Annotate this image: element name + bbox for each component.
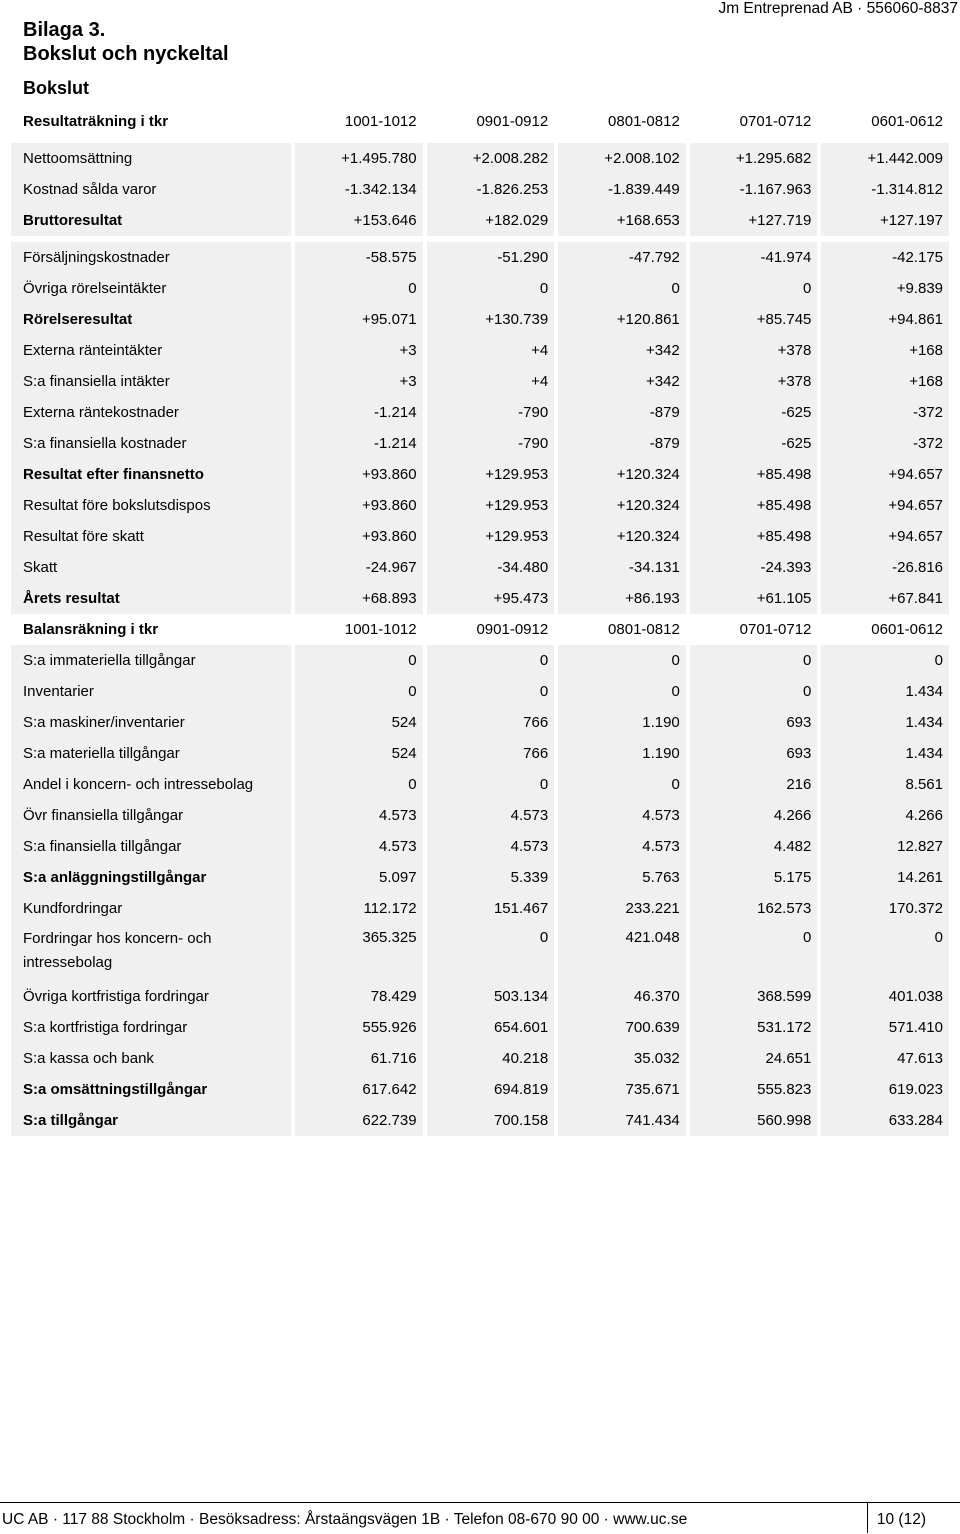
cell-value: 0 [554,645,686,676]
cell-value: -372 [817,428,949,459]
table-row [11,707,949,738]
cell-value: 8.561 [817,769,949,800]
cell-value: -1.342.134 [291,174,423,205]
cell-value: 162.573 [686,893,818,924]
cell-value: 4.266 [686,800,818,831]
period-header: 0901-0912 [476,113,549,130]
cell-value: 0 [686,676,818,707]
cell-value: +1.495.780 [291,143,423,174]
cell-value: 112.172 [291,893,423,924]
table-row [11,205,949,236]
cell-value: +1.442.009 [817,143,949,174]
cell-value: 5.339 [423,862,555,893]
row-label: S:a kassa och bank [11,1043,291,1074]
cell-value: 0 [291,273,423,304]
balance-header-label: Balansräkning i tkr [23,621,159,638]
cell-value: +378 [686,335,818,366]
row-label: Övriga kortfristiga fordringar [11,981,291,1012]
row-label: Övriga rörelseintäkter [11,273,291,304]
table-row [11,1105,949,1136]
cell-value: 0 [686,645,818,676]
cell-value: +94.657 [817,459,949,490]
cell-value: 0 [423,924,555,981]
table-row [11,304,949,335]
cell-value: 5.175 [686,862,818,893]
table-row [11,1012,949,1043]
balance-header-row [11,614,949,645]
cell-value: +61.105 [686,583,818,614]
cell-value: 524 [291,738,423,769]
cell-value: 78.429 [291,981,423,1012]
cell-value: 61.716 [291,1043,423,1074]
cell-value: +120.324 [554,459,686,490]
cell-value: +68.893 [291,583,423,614]
income-header-label: Resultaträkning i tkr [23,113,169,130]
cell-value: 1.434 [817,676,949,707]
table-row [11,800,949,831]
cell-value: +168 [817,335,949,366]
cell-value: -625 [686,397,818,428]
row-label: Bruttoresultat [11,205,291,236]
title-line-2: Bokslut och nyckeltal [23,43,229,65]
cell-value: 0 [817,645,949,676]
cell-value: 617.642 [291,1074,423,1105]
cell-value: 0 [291,676,423,707]
cell-value: 524 [291,707,423,738]
cell-value: +378 [686,366,818,397]
cell-value: 693 [686,738,818,769]
cell-value: +85.498 [686,459,818,490]
page-number: 10 (12) [876,1511,926,1528]
cell-value: +93.860 [291,459,423,490]
table-row [11,397,949,428]
cell-value: +94.657 [817,490,949,521]
cell-value: -26.816 [817,552,949,583]
period-header: 0801-0812 [608,113,680,130]
cell-value: -1.214 [291,428,423,459]
cell-value: -1.314.812 [817,174,949,205]
cell-value: +130.739 [423,304,555,335]
cell-value: +120.324 [554,521,686,552]
cell-value: +9.839 [817,273,949,304]
cell-value: 233.221 [554,893,686,924]
cell-value: +1.295.682 [686,143,818,174]
cell-value: +120.861 [554,304,686,335]
cell-value: 694.819 [423,1074,555,1105]
row-label: Resultat före skatt [11,521,291,552]
cell-value: 368.599 [686,981,818,1012]
cell-value: +4 [423,366,555,397]
cell-value: +168.653 [554,205,686,236]
cell-value: 0 [554,769,686,800]
table-row [11,893,949,924]
cell-value: 0 [686,273,818,304]
row-label: Övr finansiella tillgångar [11,800,291,831]
cell-value: 4.573 [291,800,423,831]
period-header: 0601-0612 [871,113,943,130]
row-label: Kundfordringar [11,893,291,924]
period-header: 1001-1012 [344,113,417,130]
row-label: Försäljningskostnader [11,242,291,273]
cell-value: -879 [554,397,686,428]
cell-value: -1.839.449 [554,174,686,205]
row-label: S:a kortfristiga fordringar [11,1012,291,1043]
cell-value: 365.325 [291,924,423,981]
cell-value: 531.172 [686,1012,818,1043]
row-label: Kostnad sålda varor [11,174,291,205]
period-header: 0901-0912 [476,621,549,638]
table-row [11,769,949,800]
cell-value: -790 [423,397,555,428]
row-label: Årets resultat [11,583,291,614]
period-header: 1001-1012 [344,621,417,638]
cell-value: +127.197 [817,205,949,236]
row-label: S:a immateriella tillgångar [11,645,291,676]
table-row [11,428,949,459]
cell-value: +153.646 [291,205,423,236]
cell-value: -51.290 [423,242,555,273]
cell-value: 5.097 [291,862,423,893]
cell-value: 741.434 [554,1105,686,1136]
cell-value: 560.998 [686,1105,818,1136]
cell-value: +129.953 [423,521,555,552]
cell-value: 4.482 [686,831,818,862]
table-row [11,174,949,205]
income-header-row [11,106,949,137]
cell-value: 4.573 [423,800,555,831]
cell-value: +86.193 [554,583,686,614]
table-row [11,831,949,862]
cell-value: +342 [554,366,686,397]
cell-value: 700.158 [423,1105,555,1136]
table-row [11,552,949,583]
table-row [11,981,949,1012]
cell-value: 555.823 [686,1074,818,1105]
cell-value: 170.372 [817,893,949,924]
cell-value: 0 [423,676,555,707]
cell-value: +94.657 [817,521,949,552]
cell-value: 35.032 [554,1043,686,1074]
cell-value: +182.029 [423,205,555,236]
cell-value: -790 [423,428,555,459]
table-row [11,1043,949,1074]
cell-value: 654.601 [423,1012,555,1043]
cell-value: +67.841 [817,583,949,614]
period-header: 0701-0712 [739,621,812,638]
cell-value: -24.393 [686,552,818,583]
cell-value: 693 [686,707,818,738]
table-row [11,1074,949,1105]
cell-value: +2.008.282 [423,143,555,174]
cell-value: 216 [686,769,818,800]
cell-value: +3 [291,366,423,397]
cell-value: 14.261 [817,862,949,893]
table-row [11,335,949,366]
cell-value: 46.370 [554,981,686,1012]
cell-value: -58.575 [291,242,423,273]
cell-value: 503.134 [423,981,555,1012]
cell-value: -34.480 [423,552,555,583]
row-label: S:a finansiella kostnader [11,428,291,459]
period-header: 0701-0712 [739,113,812,130]
cell-value: 555.926 [291,1012,423,1043]
row-label: Inventarier [11,676,291,707]
cell-value: +95.071 [291,304,423,335]
cell-value: +120.324 [554,490,686,521]
cell-value: 766 [423,707,555,738]
cell-value: 151.467 [423,893,555,924]
cell-value: 0 [817,924,949,981]
table-row [11,143,949,174]
table-row [11,676,949,707]
cell-value: +168 [817,366,949,397]
cell-value: -625 [686,428,818,459]
cell-value: -879 [554,428,686,459]
footer-divider [867,1503,868,1533]
cell-value: 633.284 [817,1105,949,1136]
cell-value: -372 [817,397,949,428]
cell-value: +129.953 [423,459,555,490]
cell-value: -34.131 [554,552,686,583]
table-row [11,521,949,552]
row-label: Resultat efter finansnetto [11,459,291,490]
cell-value: 0 [291,645,423,676]
cell-value: 619.023 [817,1074,949,1105]
cell-value: +95.473 [423,583,555,614]
row-label: S:a finansiella intäkter [11,366,291,397]
footer-address: UC AB · 117 88 Stockholm · Besöksadress: Årstaängsvägen 1B · Telefon 08-670 90 00 · www.uc.se [2,1511,688,1528]
row-label: Resultat före bokslutsdispos [11,490,291,521]
cell-value: 5.763 [554,862,686,893]
cell-value: 0 [554,273,686,304]
cell-value: 24.651 [686,1043,818,1074]
section-title: Bokslut [23,78,90,98]
cell-value: 0 [686,924,818,981]
table-row [11,583,949,614]
page-footer [0,1502,960,1533]
cell-value: +129.953 [423,490,555,521]
cell-value: +93.860 [291,521,423,552]
cell-value: 1.434 [817,707,949,738]
row-label: Rörelseresultat [11,304,291,335]
table-row [11,366,949,397]
cell-value: +127.719 [686,205,818,236]
cell-value: +94.861 [817,304,949,335]
cell-value: 4.573 [554,800,686,831]
row-label: Andel i koncern- och intressebolag [11,769,291,800]
table-row [11,862,949,893]
cell-value: 4.573 [291,831,423,862]
cell-value: 0 [423,769,555,800]
row-label: S:a tillgångar [11,1105,291,1136]
cell-value: +3 [291,335,423,366]
row-label: Externa räntekostnader [11,397,291,428]
cell-value: 1.190 [554,707,686,738]
cell-value: 40.218 [423,1043,555,1074]
cell-value: 571.410 [817,1012,949,1043]
cell-value: 766 [423,738,555,769]
cell-value: 47.613 [817,1043,949,1074]
cell-value: 4.266 [817,800,949,831]
cell-value: -1.214 [291,397,423,428]
cell-value: 0 [291,769,423,800]
table-row [11,924,949,981]
cell-value: 622.739 [291,1105,423,1136]
cell-value: 421.048 [554,924,686,981]
cell-value: +4 [423,335,555,366]
cell-value: 401.038 [817,981,949,1012]
cell-value: +85.498 [686,490,818,521]
table-row [11,490,949,521]
row-label: S:a maskiner/inventarier [11,707,291,738]
table-row [11,738,949,769]
table-row [11,242,949,273]
cell-value: 700.639 [554,1012,686,1043]
cell-value: 0 [423,645,555,676]
cell-value: +2.008.102 [554,143,686,174]
page-title [23,18,229,66]
table-row [11,459,949,490]
row-label: S:a omsättningstillgångar [11,1074,291,1105]
row-label: S:a finansiella tillgångar [11,831,291,862]
title-line-1: Bilaga 3. [23,19,106,41]
cell-value: -24.967 [291,552,423,583]
row-label: S:a materiella tillgångar [11,738,291,769]
cell-value: +85.498 [686,521,818,552]
period-header: 0801-0812 [608,621,680,638]
company-header: Jm Entreprenad AB · 556060-8837 [718,0,958,17]
row-label: Fordringar hos koncern- och intressebolag [11,924,291,981]
cell-value: +342 [554,335,686,366]
cell-value: -41.974 [686,242,818,273]
cell-value: 4.573 [554,831,686,862]
period-header: 0601-0612 [871,621,943,638]
cell-value: +93.860 [291,490,423,521]
table-row [11,645,949,676]
row-label: S:a anläggningstillgångar [11,862,291,893]
row-label: Externa ränteintäkter [11,335,291,366]
cell-value: -1.826.253 [423,174,555,205]
cell-value: 12.827 [817,831,949,862]
table-row [11,273,949,304]
row-label: Nettoomsättning [11,143,291,174]
cell-value: 0 [423,273,555,304]
row-label: Skatt [11,552,291,583]
cell-value: 1.434 [817,738,949,769]
cell-value: 1.190 [554,738,686,769]
cell-value: -1.167.963 [686,174,818,205]
cell-value: +85.745 [686,304,818,335]
cell-value: -47.792 [554,242,686,273]
cell-value: 735.671 [554,1074,686,1105]
financial-table [11,106,949,1136]
cell-value: 0 [554,676,686,707]
cell-value: -42.175 [817,242,949,273]
cell-value: 4.573 [423,831,555,862]
